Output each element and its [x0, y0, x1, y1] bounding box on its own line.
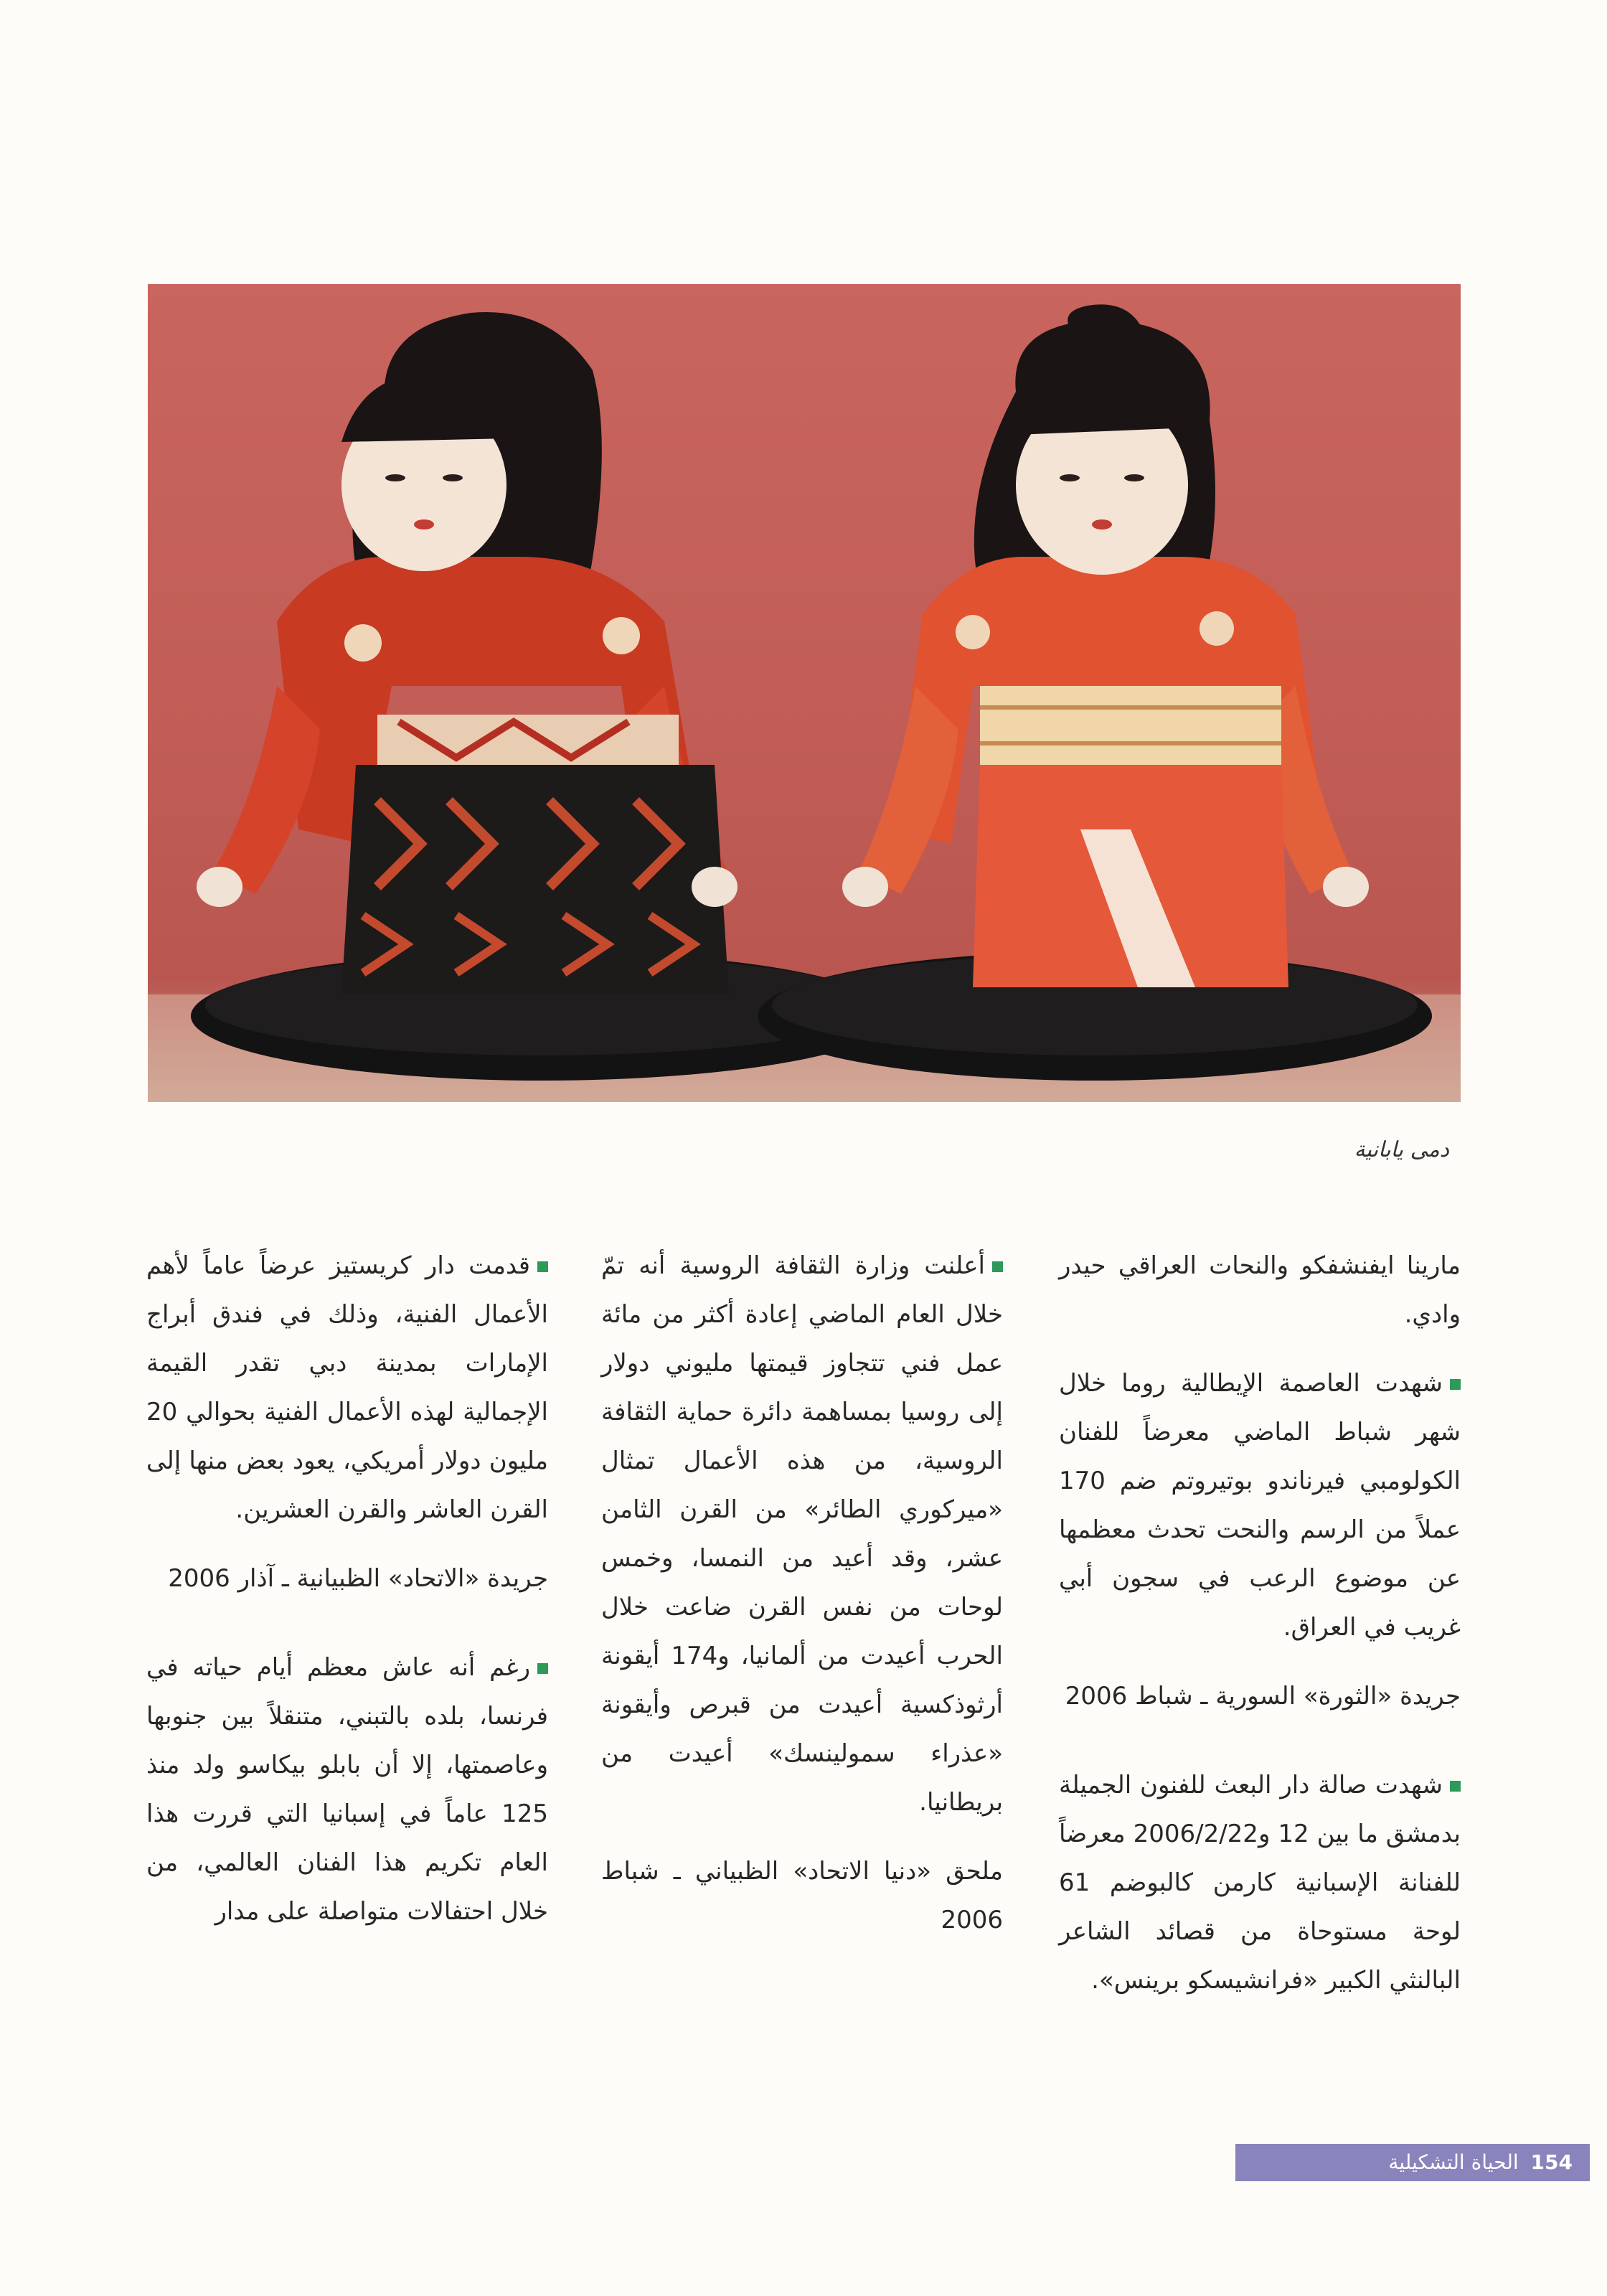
paragraph [601, 1241, 1003, 1827]
source-line [146, 1554, 548, 1603]
source-line [1059, 1672, 1461, 1721]
source-text: جريدة «الثورة» السورية ـ شباط 2006 [1065, 1682, 1461, 1711]
right-doll [758, 304, 1432, 1081]
paragraph [146, 1643, 548, 1936]
paragraph-text: أعلنت وزارة الثقافة الروسية أنه تمّ خلال العام الماضي إعادة أكثر من مائة عمل فني تتجاوز قيمتها مليوني دولار إلى روسيا بمساهمة دائرة حماية الثقافة الروسية، من هذه الأعمال تمثال «ميركوري الطائر» من القرن الثامن عشر، وقد أعيد من النمسا، وخمس لوحات من نفس القرن ضاعت خلال الحرب أعيدت من ألمانيا، و174 أيقونة أرثوذكسية أعيدت من قبرص وأيقونة «عذراء سمولينسك» أعيدت من بريطانيا. [601, 1251, 1003, 1817]
green-square-bullet-icon [1450, 1379, 1461, 1390]
article-column-3 [146, 1241, 548, 1956]
green-square-bullet-icon [1450, 1781, 1461, 1792]
article-column-1 [1059, 1241, 1461, 2025]
source-text: جريدة «الاتحاد» الظبيانية ـ آذار 2006 [168, 1564, 548, 1593]
paragraph-text: مارينا ايفنشفكو والنحات العراقي حيدر وادي. [1059, 1251, 1461, 1329]
source-line [601, 1847, 1003, 1944]
page-footer-bar [1235, 2144, 1590, 2181]
dolls-illustration [148, 284, 1461, 1102]
paragraph-text: قدمت دار كريستيز عرضاً عاماً لأهم الأعمال الفنية، وذلك في فندق أبراج الإمارات بمدينة دبي تقدر القيمة الإجمالية لهذه الأعمال الفنية بحوالي 20 مليون دولار أمريكي، يعود بعض منها إلى القرن العاشر والقرن العشرين. [146, 1251, 548, 1524]
paragraph [146, 1241, 548, 1534]
green-square-bullet-icon [537, 1261, 548, 1272]
magazine-name: الحياة التشكيلية [1388, 2150, 1519, 2174]
left-doll [191, 312, 894, 1081]
article-column-2 [601, 1241, 1003, 1985]
paragraph-text: رغم أنه عاش معظم أيام حياته في فرنسا، بلده بالتبني، متنقلاً بين جنوبها وعاصمتها، إلا أن بابلو بيكاسو ولد منذ 125 عاماً في إسبانيا التي قررت هذا العام تكريم هذا الفنان العالمي، من خلال احتفالات متواصلة على مدار [146, 1653, 548, 1926]
green-square-bullet-icon [992, 1261, 1003, 1272]
paragraph [1059, 1359, 1461, 1652]
japanese-dolls-photo [148, 284, 1461, 1102]
page-number: 154 [1530, 2150, 1573, 2174]
green-square-bullet-icon [537, 1663, 548, 1674]
paragraph [1059, 1761, 1461, 2005]
paragraph [1059, 1241, 1461, 1339]
photo-caption: دمى يابانية [1354, 1137, 1449, 1162]
source-text: ملحق «دنيا الاتحاد» الظبياني ـ شباط 2006 [601, 1857, 1003, 1934]
paragraph-text: شهدت العاصمة الإيطالية روما خلال شهر شباط الماضي معرضاً للفنان الكولومبي فيرناندو بوتيروتم ضم 170 عملاً من الرسم والنحت تحدث معظمها عن موضوع الرعب في سجون أبي غريب في العراق. [1059, 1369, 1461, 1642]
paragraph-text: شهدت صالة دار البعث للفنون الجميلة بدمشق ما بين 12 و2006/2/22 معرضاً للفنانة الإسبانية كارمن كالبوضم 61 لوحة مستوحاة من قصائد الشاعر البالنثي الكبير «فرانشيسكو برينس». [1059, 1771, 1461, 1995]
